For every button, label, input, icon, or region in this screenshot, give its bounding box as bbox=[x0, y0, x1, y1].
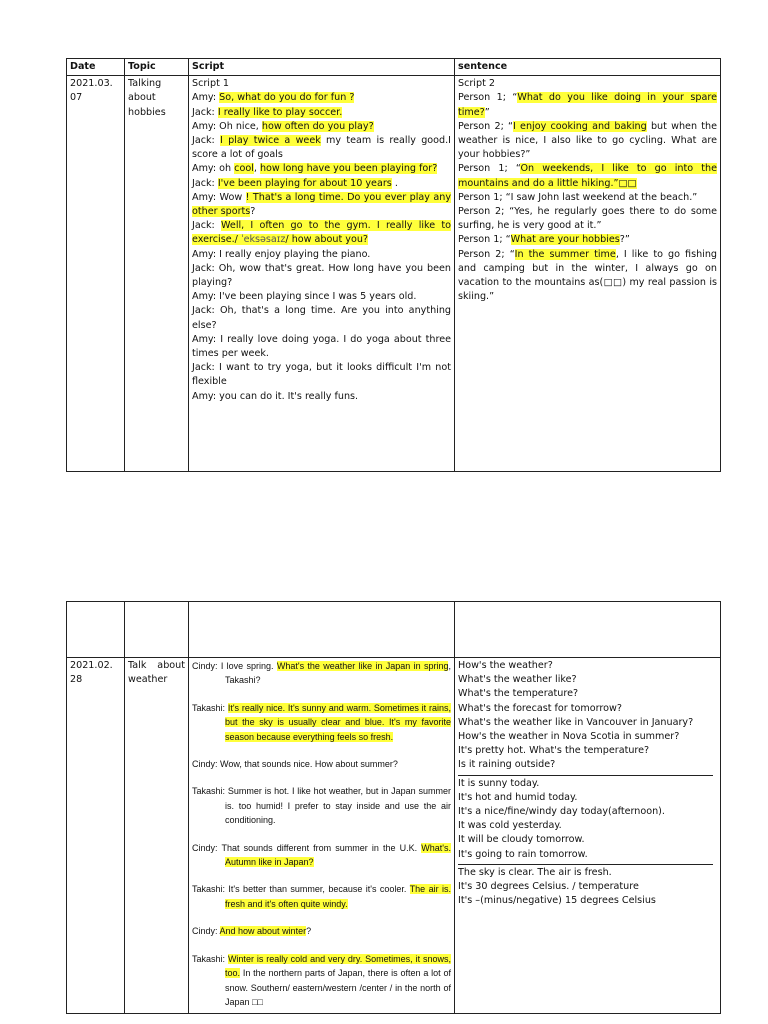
text-segment: Cindy: That sounds different from summer in the U.K. bbox=[192, 842, 422, 853]
sentence-line: It's pretty hot. What's the temperature? bbox=[458, 745, 650, 757]
highlighted-text: What's. Autumn like in Japan? bbox=[225, 842, 451, 868]
sentence-line: How's the weather? bbox=[458, 660, 553, 671]
text-line bbox=[192, 248, 451, 262]
text-line bbox=[192, 304, 451, 332]
text-segment: Person 1; “ bbox=[458, 163, 521, 175]
text-segment: Script 2 bbox=[458, 78, 495, 90]
text-line bbox=[458, 162, 717, 190]
highlighted-text: / how about you? bbox=[285, 234, 368, 246]
text-line bbox=[192, 390, 451, 404]
highlighted-text: ! That's a long time. Do you ever play any other sports bbox=[192, 191, 452, 218]
text-line bbox=[192, 177, 451, 191]
text-segment: In the northern parts of Japan, there is often a lot of snow. Southern/ eastern/western /center / in the north of Japan □□ bbox=[225, 968, 451, 1007]
sentence-line: Is it raining outside? bbox=[458, 759, 556, 771]
text-line bbox=[192, 882, 451, 911]
text-segment: Cindy: bbox=[192, 926, 220, 937]
text-segment: Takashi: bbox=[192, 953, 228, 964]
highlighted-text: how often do you play? bbox=[261, 120, 374, 132]
text-segment: Amy: Wow bbox=[192, 191, 246, 203]
highlighted-text: And how about winter bbox=[219, 926, 307, 937]
sentence-line: What's the temperature? bbox=[458, 688, 579, 700]
text-line bbox=[192, 659, 451, 688]
text-segment: Amy: oh bbox=[192, 163, 235, 175]
text-line bbox=[192, 841, 451, 870]
text-line bbox=[192, 191, 451, 219]
text-segment: Cindy: I love spring. bbox=[192, 661, 277, 671]
text-segment: Cindy: Wow, that sounds nice. How about summer? bbox=[192, 759, 398, 770]
text-line bbox=[192, 924, 451, 938]
text-line bbox=[192, 134, 451, 162]
text-line bbox=[192, 784, 451, 827]
text-line bbox=[458, 91, 717, 119]
text-line bbox=[458, 77, 717, 91]
highlighted-text: Well, I often go to the gym. I really like to exercise./ bbox=[192, 220, 451, 246]
highlighted-text: I play twice a week bbox=[220, 135, 321, 147]
text-line bbox=[192, 333, 451, 361]
highlighted-text: What's the weather like in Japan in spring bbox=[276, 661, 449, 671]
text-line bbox=[192, 952, 451, 1010]
text-line bbox=[458, 248, 717, 305]
sentence-line: It's a nice/fine/windy day today(afternoon). bbox=[458, 806, 665, 818]
text-segment: Amy: you can do it. It's really funs. bbox=[192, 390, 359, 402]
text-segment: ” bbox=[484, 106, 490, 118]
topic-cell: Talk about weather bbox=[125, 658, 189, 1014]
highlighted-text: The air is. fresh and it's often quite windy. bbox=[225, 884, 452, 909]
text-segment: Jack: bbox=[192, 106, 218, 118]
sentence-line: It's hot and humid today. bbox=[458, 791, 578, 803]
text-line bbox=[192, 361, 451, 389]
sentence-line: The sky is clear. The air is fresh. bbox=[458, 866, 612, 878]
highlighted-text: I really like to play soccer. bbox=[217, 106, 343, 118]
text-segment: Jack: I want to try yoga, but it looks difficult I'm not flexible bbox=[192, 362, 451, 388]
sentence-line: What's the forecast for tomorrow? bbox=[458, 702, 622, 714]
sentence-cell bbox=[455, 76, 721, 472]
text-segment: Script 1 bbox=[192, 78, 229, 90]
header-empty-2 bbox=[125, 602, 189, 658]
sentence-line: It was cold yesterday. bbox=[458, 820, 562, 832]
text-segment: ? bbox=[250, 206, 256, 218]
weather-table bbox=[66, 601, 721, 1014]
text-line bbox=[192, 162, 451, 176]
highlighted-text: What do you like doing in your spare time? bbox=[458, 92, 717, 118]
highlighted-text: ˈeksəsaɪz bbox=[240, 234, 286, 246]
header-script: Script bbox=[189, 59, 455, 76]
text-segment: , bbox=[253, 163, 260, 175]
header-sentence: sentence bbox=[455, 59, 721, 76]
text-line bbox=[458, 120, 717, 163]
sentence-line: How's the weather in Nova Scotia in summer? bbox=[458, 731, 680, 743]
header-empty-4 bbox=[455, 602, 721, 658]
text-segment: Amy: I really love doing yoga. I do yoga about three times per week. bbox=[192, 333, 451, 360]
script-cell bbox=[189, 658, 455, 1014]
date-cell: 2021.03. 07 bbox=[67, 76, 125, 472]
text-line bbox=[192, 106, 451, 120]
text-line bbox=[192, 120, 451, 134]
text-segment: Person 1; “ bbox=[458, 234, 511, 246]
highlighted-text: I enjoy cooking and baking bbox=[513, 120, 647, 132]
text-line bbox=[192, 219, 451, 247]
text-segment: ? bbox=[306, 926, 312, 937]
highlighted-text: I've been playing for about 10 years bbox=[217, 177, 392, 189]
text-line bbox=[192, 290, 451, 304]
text-segment: Amy: bbox=[192, 92, 220, 104]
text-segment: , Takashi? bbox=[225, 661, 451, 686]
text-segment: . bbox=[391, 177, 398, 189]
text-line bbox=[192, 77, 451, 91]
text-segment: Takashi: bbox=[192, 702, 228, 713]
sentence-line: What's the weather like? bbox=[458, 674, 577, 686]
text-segment: Takashi: It's better than summer, because it's cooler. bbox=[192, 884, 410, 895]
sentence-line: It's going to rain tomorrow. bbox=[458, 848, 588, 860]
text-segment: Amy: Oh nice, bbox=[192, 120, 262, 132]
text-segment: Person 2; “ bbox=[458, 120, 513, 132]
text-segment: Jack: Oh, wow that's great. How long have you been playing? bbox=[192, 262, 451, 289]
highlighted-text: In the summer time bbox=[514, 248, 616, 260]
highlighted-text: It's really nice. It's sunny and warm. Sometimes it rains, but the sky is usually clear and blue. It's my favorite season because everything feels so fresh. bbox=[225, 702, 451, 742]
highlighted-text: □□ bbox=[618, 177, 637, 189]
sentence-line: It's 30 degrees Celsius. / temperature bbox=[458, 881, 639, 893]
text-segment: Person 2; “Yes, he regularly goes there to do some surfing, he is very good at it.” bbox=[458, 206, 717, 232]
text-line bbox=[192, 701, 451, 744]
sentence-line: It's –(minus/negative) 15 degrees Celsius bbox=[458, 895, 656, 907]
sentence-line: It will be cloudy tomorrow. bbox=[458, 834, 585, 846]
hobbies-table bbox=[66, 58, 721, 472]
text-segment: Jack: Oh, that's a long time. Are you into anything else? bbox=[192, 305, 451, 331]
header-topic: Topic bbox=[125, 59, 189, 76]
header-empty-1 bbox=[67, 602, 125, 658]
highlighted-text: how long have you been playing for? bbox=[259, 163, 438, 175]
sentence-cell bbox=[455, 658, 721, 1014]
text-segment: Person 2; “ bbox=[458, 248, 515, 260]
topic-cell: Talking about hobbies bbox=[125, 76, 189, 472]
highlighted-text: So, what do you do for fun ? bbox=[219, 92, 355, 104]
highlighted-text: Winter is really cold and very dry. Sometimes, it snows, too. bbox=[225, 953, 451, 979]
text-segment: Jack: bbox=[192, 135, 221, 147]
header-date: Date bbox=[67, 59, 125, 76]
text-segment: Person 1; “I saw John last weekend at the beach.” bbox=[458, 191, 698, 203]
text-segment: Amy: I really enjoy playing the piano. bbox=[192, 248, 371, 260]
script-cell bbox=[189, 76, 455, 472]
sentence-line: It is sunny today. bbox=[458, 777, 540, 789]
text-line bbox=[192, 262, 451, 290]
sentence-line: What's the weather like in Vancouver in January? bbox=[458, 716, 694, 728]
date-cell: 2021.02. 28 bbox=[67, 658, 125, 1014]
text-segment: Amy: I've been playing since I was 5 years old. bbox=[192, 291, 417, 303]
highlighted-text: On weekends, I like to go into the mountains and do a little hiking.” bbox=[458, 163, 717, 189]
highlighted-text: cool bbox=[234, 163, 254, 175]
highlighted-text: What are your hobbies bbox=[510, 234, 620, 246]
text-line bbox=[192, 91, 451, 105]
text-segment: ?” bbox=[619, 234, 630, 246]
group-divider bbox=[458, 864, 713, 865]
text-line bbox=[458, 205, 717, 233]
text-segment: Person 1; “ bbox=[458, 92, 518, 104]
text-segment: Jack: bbox=[192, 220, 221, 232]
text-line bbox=[458, 191, 717, 205]
text-segment: my team is really good.I score a lot of goals bbox=[192, 135, 451, 161]
text-segment: but when the weather is nice, I also like to go cycling. What are your hobbies?” bbox=[458, 120, 717, 161]
text-line bbox=[458, 233, 717, 247]
text-segment: Takashi: Summer is hot. I like hot weather, but in Japan summer is. too humid! I prefer to stay inside and use the air conditioning. bbox=[192, 786, 451, 826]
header-empty-3 bbox=[189, 602, 455, 658]
group-divider bbox=[458, 775, 713, 776]
text-segment: Jack: bbox=[192, 177, 218, 189]
text-segment: , I like to go fishing and camping but in the winter, I always go on vacation to the mountains as(□□) my real passion is skiing.” bbox=[458, 248, 717, 303]
text-line bbox=[192, 757, 451, 771]
